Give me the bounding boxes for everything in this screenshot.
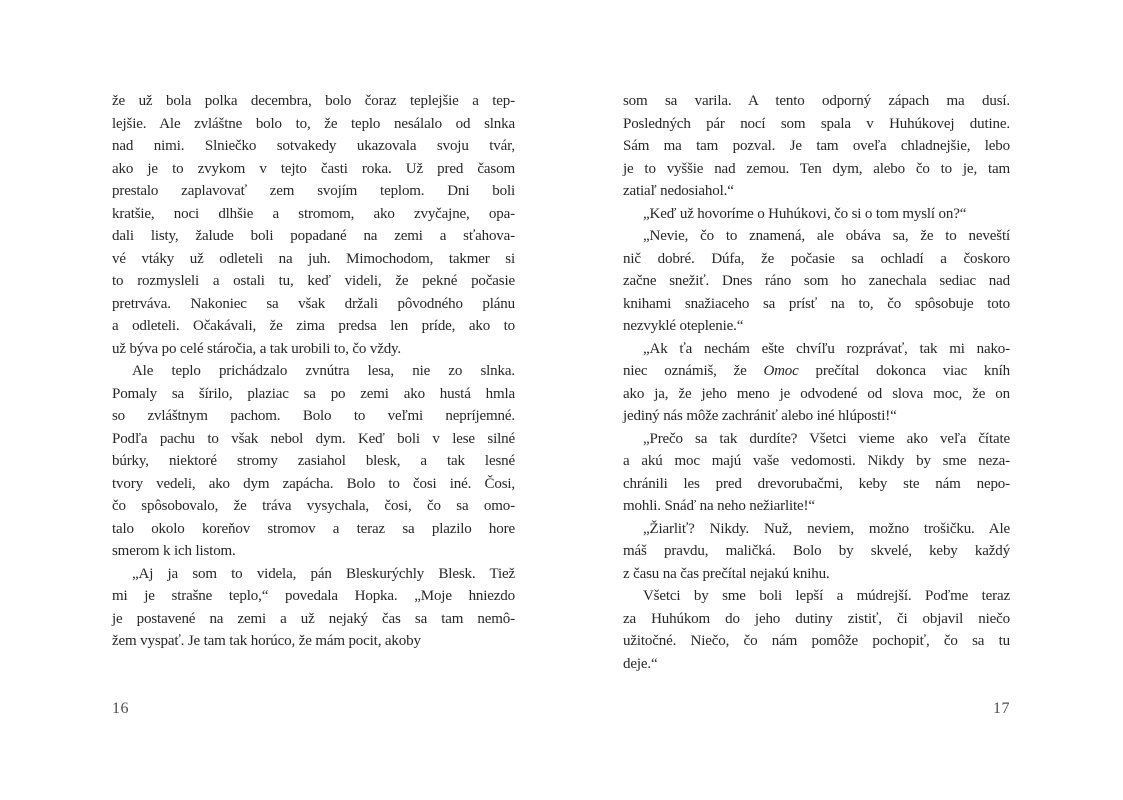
text-line: už býva po celé stáročia, a tak urobili to, čo vždy. [112, 340, 402, 357]
text-line: búrky, niektoré stromy zasiahol blesk, a tak lesné [112, 453, 515, 469]
text-line: Posledných pár nocí som spala v Huhúkovej dutine. [623, 115, 1010, 132]
text-segment: prečítal dokonca viac kníh [798, 363, 1010, 379]
text-line: začne snežiť. Dnes ráno som ho zanechala sediac nad [623, 273, 1010, 289]
text-line: ako ja, že jeho meno je odvodené od slova moc, že on [623, 385, 1010, 402]
text-line: „Žiarliť? Nikdy. Nuž, neviem, možno trošičku. Ale [643, 520, 1010, 537]
text-line: vé vtáky už odleteli na juh. Mimochodom, takmer si [112, 250, 515, 267]
text-line [623, 360, 1010, 383]
text-line: Podľa pachu to však nebol dym. Keď boli v lese silné [112, 430, 515, 447]
text-line: jediný nás môže zachrániť alebo iné hlúposti!“ [623, 408, 897, 424]
text-line: so zvláštnym pachom. Bolo to veľmi nepríjemné. [112, 408, 515, 424]
text-line: žem vyspať. Je tam tak horúco, že mám pocit, akoby [112, 633, 421, 649]
text-line: Pomaly sa šírilo, plaziac sa po zemi ako hustá hmla [112, 385, 515, 402]
text-line: „Prečo sa tak durdíte? Všetci vieme ako veľa čítate [643, 430, 1010, 447]
page-number-right: 17 [993, 700, 1010, 717]
text-line: Sám ma tam pozval. Je tam oveľa chladnejšie, lebo [623, 138, 1010, 154]
text-line: mi je strašne teplo,“ povedala Hopka. „Moje hniezdo [112, 588, 515, 604]
paragraph [623, 428, 1010, 518]
text-line: kratšie, noci dlhšie a stromom, ako zvyčajne, opa- [112, 205, 515, 222]
text-line: nezvyklé oteplenie.“ [623, 318, 744, 334]
text-line: smerom k ich listom. [112, 543, 236, 559]
text-line: talo okolo koreňov stromov a teraz sa plazilo hore [112, 520, 515, 537]
page-text-left [112, 90, 515, 653]
page-text-right [623, 90, 1010, 675]
text-line: čo spôsobovalo, že tráva vysychala, čosi, čo sa omo- [112, 498, 515, 514]
text-line: Ale teplo prichádzalo zvnútra lesa, nie zo slnka. [132, 363, 515, 379]
text-line: a akú moc majú vaše vedomosti. Nikdy by sme neza- [623, 453, 1010, 469]
text-line: je postavené na zemi a už nejaký čas sa tam nemô- [112, 610, 515, 627]
paragraph [112, 90, 515, 360]
text-line: to rozmysleli a ostali tu, keď videli, že pekné počasie [112, 273, 515, 289]
text-line: mohli. Snáď na neho nežiarlite!“ [623, 498, 815, 514]
paragraph [623, 585, 1010, 675]
text-line: tvory vedeli, ako dym zapácha. Bolo to čosi iné. Čosi, [112, 475, 515, 492]
text-line: užitočné. Niečo, čo nám pomôže pochopiť, čo sa tu [623, 633, 1010, 649]
page-right [560, 0, 1123, 800]
text-line: deje.“ [623, 655, 658, 672]
text-segment: niec oznámiš, že [623, 363, 764, 379]
paragraph [112, 360, 515, 563]
page-left [0, 0, 560, 800]
text-line: dali listy, žalude boli popadané na zemi a sťahova- [112, 228, 515, 244]
text-line: nič dobré. Dúfa, že počasie sa ochladí a čoskoro [623, 250, 1010, 267]
text-line: „Ak ťa nechám ešte chvíľu rozprávať, tak mi nako- [643, 340, 1010, 357]
text-line: Všetci by sme boli lepší a múdrejší. Poďme teraz [643, 588, 1010, 604]
text-line: nad nimi. Slniečko sotvakedy ukazovala svoju tvár, [112, 138, 515, 154]
text-line: z času na čas prečítal nejakú knihu. [623, 565, 830, 582]
text-line: pretrváva. Nakoniec sa však držali pôvodného plánu [112, 295, 515, 312]
paragraph [112, 563, 515, 653]
text-line: je to vyššie nad zemou. Ten dym, alebo čo to je, tam [623, 160, 1010, 177]
paragraph [623, 90, 1010, 203]
text-line: chránili les pred drevorubačmi, keby ste nám nepo- [623, 475, 1010, 492]
text-line: ako je to zvykom v tejto časti roka. Už pred časom [112, 160, 515, 177]
text-line: lejšie. Ale zvláštne bolo to, že teplo nesálalo od slnka [112, 115, 515, 132]
text-line: „Aj ja som to videla, pán Bleskurýchly Blesk. Tiež [132, 565, 515, 582]
paragraph [623, 518, 1010, 586]
text-line: že už bola polka decembra, bolo čoraz teplejšie a tep- [112, 93, 515, 109]
text-line: a odleteli. Očakávali, že zima predsa len príde, ako to [112, 318, 515, 334]
text-line: máš pravdu, maličká. Bolo by skvelé, keby každý [623, 543, 1010, 559]
text-line: za Huhúkom do jeho dutiny zistiť, či objavil niečo [623, 610, 1010, 627]
text-line: „Nevie, čo to znamená, ale obáva sa, že to neveští [643, 228, 1010, 244]
paragraph [623, 225, 1010, 338]
paragraph [623, 338, 1010, 428]
text-line: „Keď už hovoríme o Huhúkovi, čo si o tom myslí on?“ [643, 205, 967, 222]
text-line: som sa varila. A tento odporný zápach ma dusí. [623, 93, 1010, 109]
page-number-left: 16 [112, 700, 129, 717]
text-line: prestalo zaplavovať zem svojím teplom. Dni boli [112, 183, 515, 199]
italic-word: Omoc [763, 363, 799, 379]
text-line: zatiaľ nedosiahol.“ [623, 183, 734, 199]
text-line: knihami snažiaceho sa prísť na to, čo spôsobuje toto [623, 295, 1010, 312]
paragraph [623, 203, 1010, 226]
